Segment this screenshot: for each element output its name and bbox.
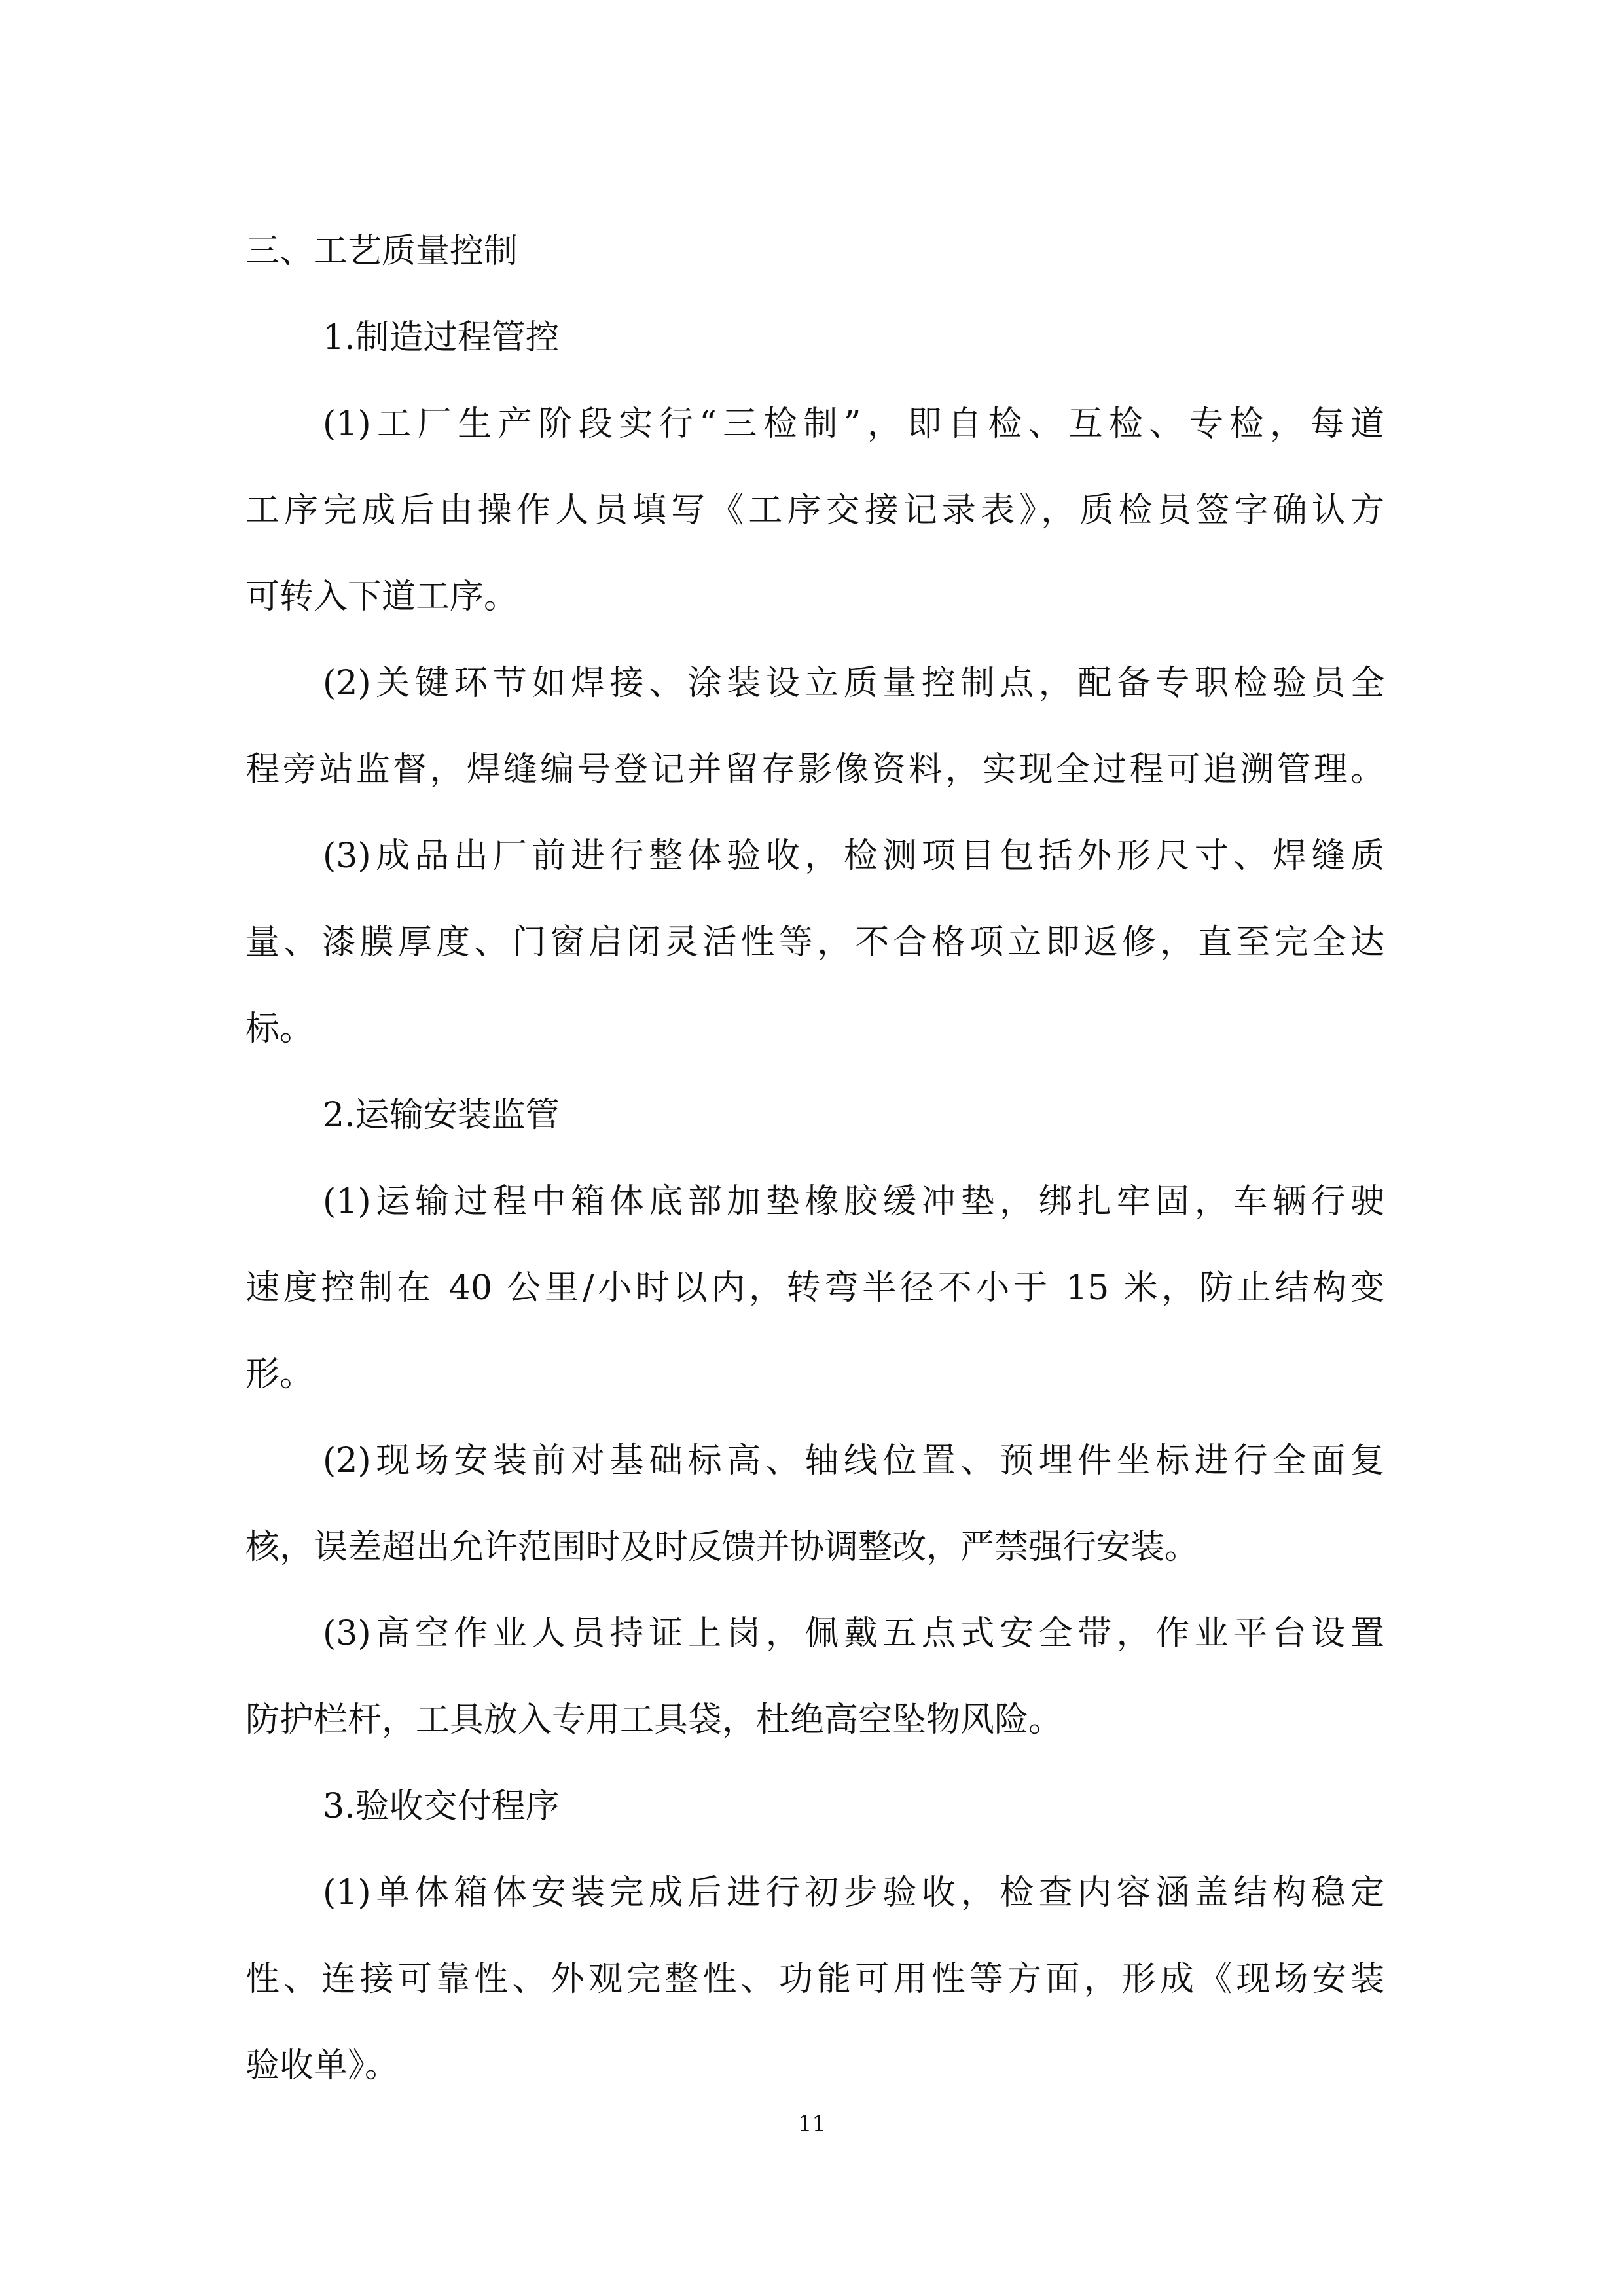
paragraph-line: 防护栏杆，工具放入专用工具袋，杜绝高空坠物风险。 <box>245 1700 1063 1740</box>
paragraph-line: 量、漆膜厚度、门窗启闭灵活性等，不合格项立即返修，直至完全达 <box>245 923 1384 962</box>
paragraph-line: 可转入下道工序。 <box>245 577 518 617</box>
paragraph-line: 性、连接可靠性、外观完整性、功能可用性等方面，形成《现场安装 <box>245 1960 1384 1999</box>
subsection-heading-1: 1.制造过程管控 <box>323 318 560 357</box>
paragraph-line: 速度控制在 40 公里/小时以内，转弯半径不小于 15 米，防止结构变 <box>245 1268 1384 1308</box>
paragraph-line: (2)现场安装前对基础标高、轴线位置、预埋件坐标进行全面复 <box>323 1441 1384 1480</box>
paragraph-line: (3)成品出厂前进行整体验收，检测项目包括外形尺寸、焊缝质 <box>323 836 1384 876</box>
paragraph-line: 工序完成后由操作人员填写《工序交接记录表》，质检员签字确认方 <box>245 491 1384 530</box>
page-content <box>245 208 1384 2109</box>
paragraph-line: 核，误差超出允许范围时及时反馈并协调整改，严禁强行安装。 <box>245 1528 1199 1567</box>
paragraph-line: 程旁站监督，焊缝编号登记并留存影像资料，实现全过程可追溯管理。 <box>245 750 1384 789</box>
paragraph-line: (2)关键环节如焊接、涂装设立质量控制点，配备专职检验员全 <box>323 664 1384 703</box>
paragraph-line: 形。 <box>245 1355 314 1394</box>
paragraph-line: (1)运输过程中箱体底部加垫橡胶缓冲垫，绑扎牢固，车辆行驶 <box>323 1182 1384 1221</box>
paragraph-line: (3)高空作业人员持证上岗，佩戴五点式安全带，作业平台设置 <box>323 1614 1384 1653</box>
paragraph-line: 标。 <box>245 1009 314 1049</box>
subsection-heading-3: 3.验收交付程序 <box>323 1787 560 1826</box>
section-title: 三、工艺质量控制 <box>245 232 518 271</box>
paragraph-line: (1)单体箱体安装完成后进行初步验收，检查内容涵盖结构稳定 <box>323 1873 1384 1912</box>
paragraph-line: (1)工厂生产阶段实行“三检制”，即自检、互检、专检，每道 <box>323 404 1384 444</box>
page-number: 11 <box>797 2111 827 2137</box>
paragraph-line: 验收单》。 <box>245 2046 399 2085</box>
subsection-heading-2: 2.运输安装监管 <box>323 1096 560 1135</box>
